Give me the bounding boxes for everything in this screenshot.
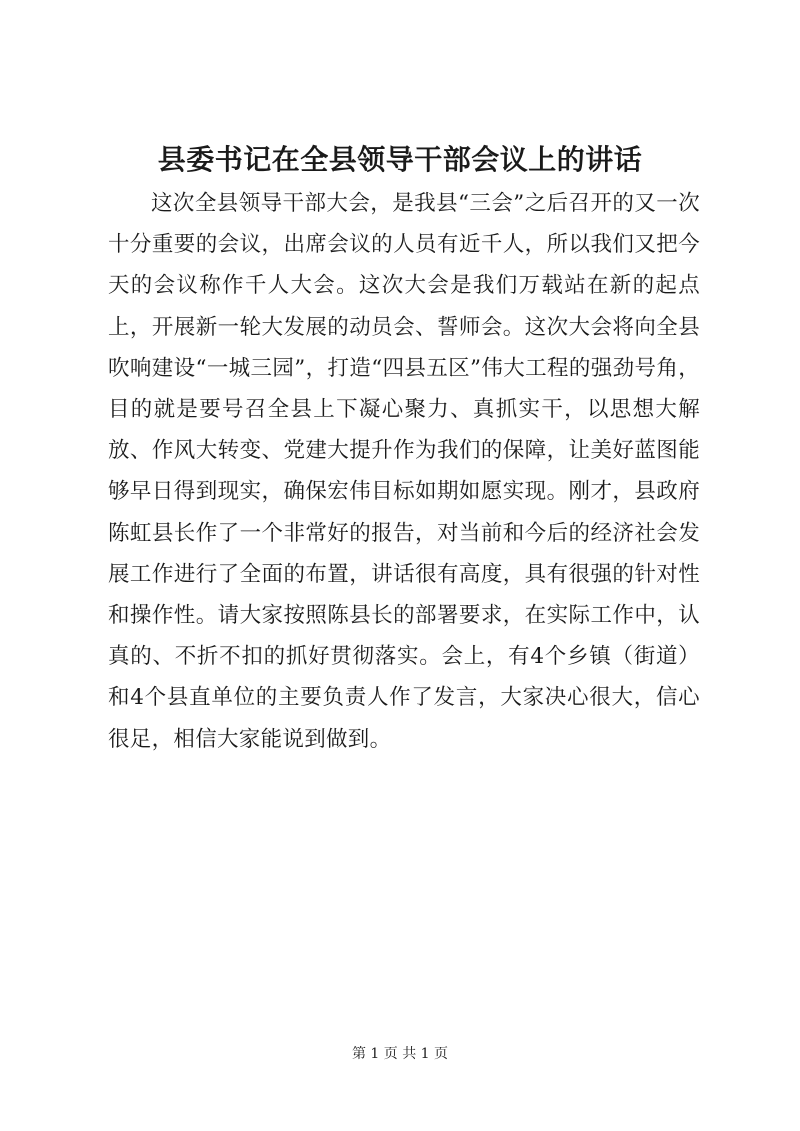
page-footer: 第 1 页 共 1 页 xyxy=(351,1046,449,1062)
document-title: 县委书记在全县领导干部会议上的讲话 xyxy=(157,143,643,176)
body-paragraph: 这次全县领导干部大会，是我县“三会”之后召开的又一次十分重要的会议，出席会议的人员有近千人，所以我们又把今天的会议称作千人大会。这次大会是我们万载站在新的起点上，开展新一轮大发展的动员会、誓师会。这次大会将向全县吹响建设“一城三园”，打造“四县五区”伟大工程的强劲号角，目的就是要号召全县上下凝心聚力、真抓实干，以思想大解放、作风大转变、党建大提升作为我们的保障，让美好蓝图能够早日得到现实，确保宏伟目标如期如愿实现。刚才，县政府陈虹县长作了一个非常好的报告，对当前和今后的经济社会发展工作进行了全面的布置，讲话很有高度，具有很强的针对性和操作性。请大家按照陈县长的部署要求，在实际工作中，认真的、不折不扣的抓好贯彻落实。会上，有4个乡镇（街道）和4个县直单位的主要负责人作了发言，大家决心很大，信心很足，相信大家能说到做到。 xyxy=(108,191,700,752)
